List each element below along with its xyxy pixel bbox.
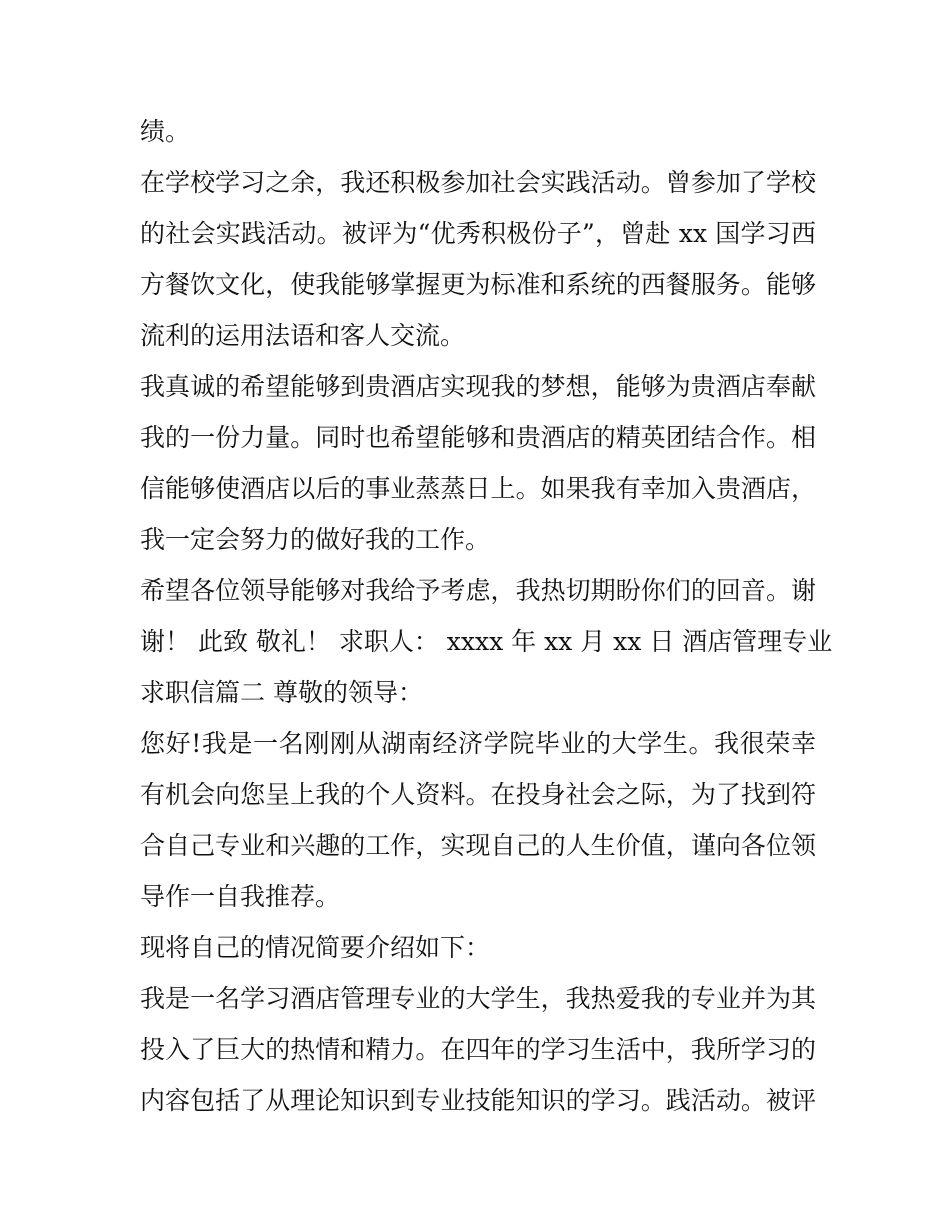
- text-line: 有机会向您呈上我的个人资料。在投身社会之际，为了找到符: [140, 780, 816, 809]
- text-line: 合自己专业和兴趣的工作，实现自己的人生价值，谨向各位领: [140, 831, 816, 860]
- text-line: 在学校学习之余，我还积极参加社会实践活动。曾参加了学校: [140, 168, 816, 197]
- text-line: 我的一份力量。同时也希望能够和贵酒店的精英团结合作。相: [140, 423, 816, 452]
- document-body: [140, 106, 833, 1126]
- text-line: 我真诚的希望能够到贵酒店实现我的梦想，能够为贵酒店奉献: [140, 372, 816, 401]
- text-line: 流利的运用法语和客人交流。: [140, 321, 466, 350]
- text-line: 绩。: [140, 117, 191, 146]
- text-line: 方餐饮文化，使我能够掌握更为标准和系统的西餐服务。能够: [140, 270, 816, 299]
- text-line: 希望各位领导能够对我给予考虑，我热切期盼你们的回音。谢: [140, 576, 816, 605]
- text-line: 我一定会努力的做好我的工作。: [140, 525, 491, 554]
- text-line: 投入了巨大的热情和精力。在四年的学习生活中，我所学习的: [140, 1035, 816, 1064]
- text-line: 您好!我是一名刚刚从湖南经济学院毕业的大学生。我很荣幸: [140, 729, 816, 758]
- text-line: 内容包括了从理论知识到专业技能知识的学习。践活动。被评: [140, 1086, 816, 1115]
- text-line: 求职信篇二 尊敬的领导：: [140, 678, 423, 707]
- text-line: 的社会实践活动。被评为“优秀积极份子”，曾赴 xx 国学习西: [140, 219, 816, 248]
- text-line: 现将自己的情况简要介绍如下：: [140, 933, 491, 962]
- text-line: 谢！ 此致 敬礼！ 求职人： xxxx 年 xx 月 xx 日 酒店管理专业: [140, 627, 833, 656]
- text-line: 我是一名学习酒店管理专业的大学生，我热爱我的专业并为其: [140, 984, 816, 1013]
- text-line: 信能够使酒店以后的事业蒸蒸日上。如果我有幸加入贵酒店，: [140, 474, 816, 503]
- text-line: 导作一自我推荐。: [140, 882, 341, 911]
